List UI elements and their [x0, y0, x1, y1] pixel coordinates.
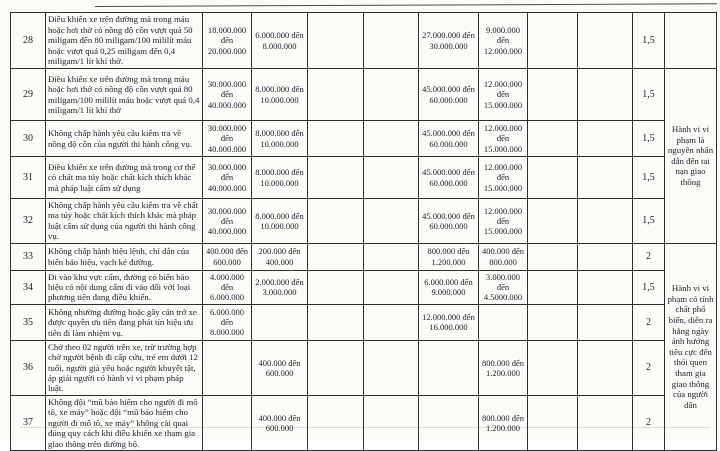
empty-col-cell: [528, 243, 578, 270]
fine-col4-cell: 400.000 đến 800.000: [479, 243, 528, 270]
fine-col1-cell: 6.000.000 đến 8.000.000: [203, 304, 252, 340]
fine-col1-cell: 18.000.000 đến 20.000.000: [203, 13, 252, 69]
fine-col2-cell: [252, 304, 308, 340]
multiplier-cell: 1,5: [633, 13, 665, 69]
fine-col1-cell: 30.000.000 đến 40.000.000: [203, 69, 252, 121]
fine-col2-cell: 200.000 đến 400.000: [252, 243, 308, 270]
row-number-cell: 37: [11, 395, 46, 450]
table-row: [11, 69, 717, 121]
table-row: [11, 304, 717, 340]
fine-col3-cell: 12.000.000 đến 16.000.000: [419, 304, 479, 340]
empty-col-cell: [528, 199, 578, 244]
fine-col1-cell: [203, 395, 252, 450]
fine-col4-cell: 12.000.000 đến 15.000.000: [479, 69, 528, 121]
empty-col-cell: [308, 199, 364, 244]
fine-col4-cell: 12.000.000 đến 15.000.000: [479, 199, 528, 244]
empty-col-cell: [528, 157, 578, 199]
fine-col1-cell: 30.000.000 đến 40.000.000: [203, 121, 252, 157]
empty-col-cell: [578, 121, 633, 157]
empty-col-cell: [578, 157, 633, 199]
violation-cell: Điều khiển xe trên đường mà trong cơ thể có chất ma túy hoặc chất kích thích khác mà pháp luật cấm sử dụng: [46, 157, 203, 199]
empty-col-cell: [364, 199, 419, 244]
fine-col3-cell: 800.000 đến 1.200.000: [419, 243, 479, 270]
row-number-cell: 31: [11, 157, 46, 199]
fine-col4-cell: 12.000.000 đến 15.000.000: [479, 121, 528, 157]
violation-cell: Không đội “mũ bảo hiểm cho người đi mô tô, xe máy” hoặc đội “mũ bảo hiểm cho người đi mô tô, xe máy” không cài quai đúng quy cách khi điều khiển xe tham gia giao thông trên đường bộ.: [46, 395, 203, 450]
fine-col4-cell: 3.000.000 đến 4.5000.000: [479, 270, 528, 304]
empty-col-cell: [308, 157, 364, 199]
fine-col3-cell: 45.000.000 đến 60.000.000: [419, 121, 479, 157]
fine-col2-cell: 8.000.000 đến 10.000.000: [252, 199, 308, 244]
fine-col3-cell: [419, 395, 479, 450]
note-cell: Hành vi vi phạm có tính chất phổ biến, diễn ra hằng ngày ảnh hưởng tiêu cực đến thói quen tham gia giao thông của người dân: [665, 243, 717, 450]
empty-col-cell: [528, 340, 578, 395]
multiplier-cell: 2: [633, 243, 665, 270]
violation-cell: Không chấp hành hiệu lệnh, chỉ dẫn của biển báo hiệu, vạch kẻ đường.: [46, 243, 203, 270]
fine-col2-cell: 400.000 đến 600.000: [252, 340, 308, 395]
table-row: [11, 243, 717, 270]
empty-col-cell: [364, 243, 419, 270]
empty-col-cell: [578, 243, 633, 270]
row-number-cell: 35: [11, 304, 46, 340]
empty-col-cell: [578, 304, 633, 340]
empty-col-cell: [308, 270, 364, 304]
multiplier-cell: 1,5: [633, 121, 665, 157]
row-number-cell: 34: [11, 270, 46, 304]
row-number-cell: 30: [11, 121, 46, 157]
fine-col4-cell: 800.000 đến 1.200.000: [479, 340, 528, 395]
row-number-cell: 32: [11, 199, 46, 244]
empty-col-cell: [308, 13, 364, 69]
fine-col4-cell: 9.000.000 đến 12.000.000: [479, 13, 528, 69]
empty-col-cell: [578, 13, 633, 69]
multiplier-cell: 1,5: [633, 199, 665, 244]
fine-col2-cell: 6.000.000 đến 8.000.000: [252, 13, 308, 69]
empty-col-cell: [528, 395, 578, 450]
fine-col1-cell: 4.000.000 đến 6.000.000: [203, 270, 252, 304]
fine-col4-cell: 800.000 đến 1.200.000: [479, 395, 528, 450]
traffic-fines-table: [10, 12, 717, 451]
violation-cell: Đi vào khu vực cấm, đường có biển báo hiệu có nội dung cấm đi vào đối với loại phương tiện đang điều khiển.: [46, 270, 203, 304]
empty-col-cell: [364, 157, 419, 199]
empty-col-cell: [578, 270, 633, 304]
empty-col-cell: [364, 395, 419, 450]
empty-col-cell: [528, 13, 578, 69]
empty-col-cell: [528, 304, 578, 340]
violation-cell: Điều khiển xe trên đường mà trong máu hoặc hơi thở có nồng độ cồn vượt quá 80 miligam/100 mililít máu hoặc vượt quá 0,4 miligam/1 lít khí thở: [46, 69, 203, 121]
multiplier-cell: 2: [633, 340, 665, 395]
empty-col-cell: [364, 13, 419, 69]
fine-col1-cell: 400.000 đến 600.000: [203, 243, 252, 270]
empty-col-cell: [308, 121, 364, 157]
empty-col-cell: [364, 270, 419, 304]
empty-col-cell: [308, 395, 364, 450]
empty-col-cell: [308, 69, 364, 121]
empty-col-cell: [528, 69, 578, 121]
fine-col3-cell: 45.000.000 đến 60.000.000: [419, 199, 479, 244]
violation-cell: Không nhường đường hoặc gây cản trở xe được quyền ưu tiên đang phát tín hiệu ưu tiên đi làm nhiệm vụ.: [46, 304, 203, 340]
fine-col4-cell: 12.000.000 đến 15.000.000: [479, 157, 528, 199]
empty-col-cell: [528, 270, 578, 304]
fine-col3-cell: 45.000.000 đến 60.000.000: [419, 157, 479, 199]
empty-col-cell: [308, 340, 364, 395]
fine-col2-cell: 2.000.000 đến 3.000.000: [252, 270, 308, 304]
multiplier-cell: 2: [633, 395, 665, 450]
violation-cell: Không chấp hành yêu cầu kiểm tra về chất ma túy hoặc chất kích thích khác mà pháp luật cấm sử dụng của người thi hành công vụ.: [46, 199, 203, 244]
empty-col-cell: [364, 121, 419, 157]
table-row: [11, 157, 717, 199]
row-number-cell: 36: [11, 340, 46, 395]
fine-col3-cell: 27.000.000 đến 30.000.000: [419, 13, 479, 69]
fine-col1-cell: [203, 340, 252, 395]
row-number-cell: 28: [11, 13, 46, 69]
empty-col-cell: [578, 199, 633, 244]
fine-col1-cell: 30.000.000 đến 40.000.000: [203, 157, 252, 199]
violation-cell: Không chấp hành yêu cầu kiểm tra về nồng độ cồn của người thi hành công vụ.: [46, 121, 203, 157]
fine-col3-cell: 45.000.000 đến 60.000.000: [419, 69, 479, 121]
fine-col4-cell: [479, 304, 528, 340]
multiplier-cell: 2: [633, 304, 665, 340]
empty-col-cell: [364, 340, 419, 395]
note-cell-empty: [665, 13, 717, 69]
table-row: [11, 13, 717, 69]
note-cell: Hành vi vi phạm là nguyên nhân dẫn đến tai nạn giao thông: [665, 69, 717, 244]
violation-cell: Điều khiển xe trên đường mà trong máu hoặc hơi thở có nồng độ cồn vượt quá 50 miligam đến 80 miligam/100 mililít máu hoặc vượt quá 0,25 miligam đến 0,4 miligam/1 lít khí thở.: [46, 13, 203, 69]
violation-cell: Chở theo 02 người trên xe, trừ trường hợp chở người bệnh đi cấp cứu, trẻ em dưới 12 tuổi, người già yếu hoặc người khuyết tật, áp giải người có hành vi vi phạm pháp luật.: [46, 340, 203, 395]
fine-col2-cell: 8.000.000 đến 10.000.000: [252, 69, 308, 121]
table-row: [11, 395, 717, 450]
multiplier-cell: 1,5: [633, 270, 665, 304]
table-row: [11, 121, 717, 157]
table-body: [11, 13, 717, 451]
empty-col-cell: [578, 395, 633, 450]
table-row: [11, 270, 717, 304]
row-number-cell: 29: [11, 69, 46, 121]
empty-col-cell: [308, 243, 364, 270]
fine-col2-cell: 8.000.000 đến 10.000.000: [252, 157, 308, 199]
row-number-cell: 33: [11, 243, 46, 270]
fine-col1-cell: 30.000.000 đến 40.000.000: [203, 199, 252, 244]
table-row: [11, 340, 717, 395]
fine-col2-cell: 8.000.000 đến 10.000.000: [252, 121, 308, 157]
fine-col2-cell: 400.000 đến 600.000: [252, 395, 308, 450]
empty-col-cell: [578, 69, 633, 121]
empty-col-cell: [578, 340, 633, 395]
empty-col-cell: [364, 69, 419, 121]
empty-col-cell: [364, 304, 419, 340]
table-row: [11, 199, 717, 244]
multiplier-cell: 1,5: [633, 69, 665, 121]
fine-col3-cell: 6.000.000 đến 9.000.000: [419, 270, 479, 304]
empty-col-cell: [308, 304, 364, 340]
previous-row-bottom-border: [95, 3, 717, 7]
fine-col3-cell: [419, 340, 479, 395]
multiplier-cell: 1,5: [633, 157, 665, 199]
empty-col-cell: [528, 121, 578, 157]
